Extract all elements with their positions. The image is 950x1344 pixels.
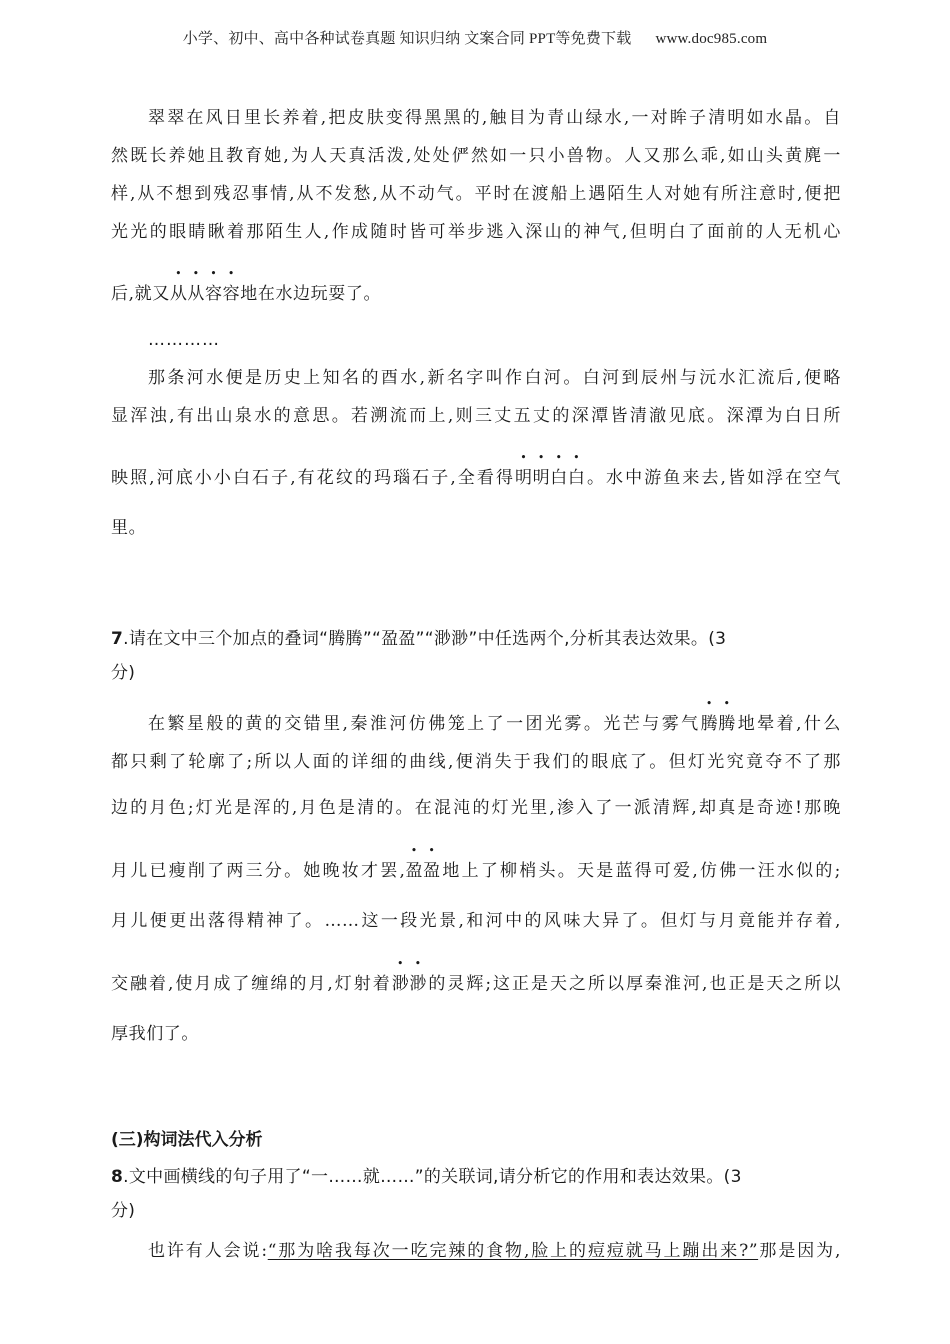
passage2-line4: 里。 (111, 518, 147, 538)
passage2-line3-post: 。水中游鱼来去,皆如浮在空气 (585, 468, 841, 488)
question-8-text: .文中画横线的句子用了“一……就……”的关联词,请分析它的作用和表达效果。(3 (123, 1167, 742, 1187)
dotted-char: 明 (515, 468, 533, 488)
question-number: 7 (111, 629, 124, 649)
question-8-line1 (111, 1160, 841, 1194)
passage3-line4-post: 地上了柳梢头。天是蓝得可爱,仿佛一汪水似的; (440, 861, 841, 881)
question-8 (111, 1160, 841, 1228)
dotted-char: 渺 (409, 974, 427, 994)
dotted-char: 渺 (391, 974, 410, 994)
passage4-line1 (148, 1240, 841, 1262)
question-7 (111, 622, 841, 690)
passage3-line5: 月儿便更出落得精神了。……这一段光景,和河中的风味大异了。但灯与月竟能并存着, (111, 911, 841, 931)
passage2-line1: 那条河水便是历史上知名的酉水,新名字叫作白河。白河到辰州与沅水汇流后,便略 (148, 368, 841, 388)
question-7-line2: 分) (111, 663, 136, 683)
dotted-char: 盈 (405, 861, 424, 881)
dotted-char: 容 (222, 284, 241, 304)
passage1-line4: 光光的眼睛瞅着那陌生人,作成随时皆可举步逃入深山的神气,但明白了面前的人无机心 (111, 222, 841, 242)
dotted-char: 明 (532, 468, 551, 488)
passage4-post: 那是因为, (758, 1241, 842, 1261)
passage1-line5 (111, 283, 841, 305)
question-number: 8 (111, 1167, 124, 1187)
dotted-char: 从 (187, 284, 206, 304)
passage3-line2: 都只剩了轮廓了;所以人面的详细的曲线,便消失于我们的眼底了。但灯光究竟夺不了那 (111, 752, 841, 772)
question-7-line1 (111, 622, 841, 656)
passage1-line3: 样,从不想到残忍事情,从不发愁,从不动气。平时在渡船上遇陌生人对她有所注意时,便把 (111, 184, 841, 204)
dotted-char: 白 (550, 468, 568, 488)
dotted-char: 白 (567, 468, 586, 488)
passage3-line4-pre: 月儿已瘦削了两三分。她晚妆才罢, (111, 861, 406, 881)
dotted-char: 腾 (700, 714, 719, 734)
passage2-line3-pre: 映照,河底小小白石子,有花纹的玛瑙石子,全看得 (111, 468, 516, 488)
passage3-line7: 厚我们了。 (111, 1024, 199, 1044)
page-header (0, 27, 950, 48)
section-title: (三)构词法代入分析 (111, 1130, 263, 1150)
passage3-line6 (111, 973, 841, 995)
passage3-line1-post: 地晕着,什么 (735, 714, 841, 734)
dotted-char: 容 (205, 284, 223, 304)
passage2-line2: 显浑浊,有出山泉水的意思。若溯流而上,则三丈五丈的深潭皆清澈见底。深潭为白日所 (111, 406, 841, 426)
question-8-line2: 分) (111, 1201, 136, 1221)
underlined-sentence: “那为啥我每次一吃完辣的食物,脸上的痘痘就马上蹦出来?” (267, 1241, 759, 1261)
passage3-line1 (148, 713, 841, 735)
passage1-line2: 然既长养她且教育她,为人天真活泼,处处俨然如一只小兽物。人又那么乖,如山头黄麂一 (111, 146, 841, 166)
dotted-char: 从 (169, 284, 188, 304)
ellipsis-separator: ………… (148, 330, 220, 350)
passage3-line3: 边的月色;灯光是浑的,月色是清的。在混沌的灯光里,渗入了一派清辉,却真是奇迹!那晚 (111, 798, 841, 818)
dotted-char: 腾 (718, 714, 736, 734)
passage3-line6-post: 的灵辉;这正是天之所以厚秦淮河,也正是天之所以 (426, 974, 841, 994)
passage1-line1: 翠翠在风日里长养着,把皮肤变得黑黑的,触目为青山绿水,一对眸子清明如水晶。自 (148, 108, 841, 128)
passage3-line6-pre: 交融着,使月成了缠绵的月,灯射着 (111, 974, 392, 994)
passage2-line3 (111, 467, 841, 489)
header-text: 小学、初中、高中各种试卷真题 知识归纳 文案合同 PPT等免费下载 (182, 31, 632, 47)
dotted-char: 盈 (423, 861, 441, 881)
passage4-pre: 也许有人会说: (148, 1241, 268, 1261)
passage3-line4 (111, 860, 841, 882)
passage1-line5-post: 地在水边玩耍了。 (240, 284, 382, 304)
passage3-line1-pre: 在繁星般的黄的交错里,秦淮河仿佛笼上了一团光雾。光芒与雾气 (148, 714, 701, 734)
header-site: www.doc985.com (655, 31, 768, 47)
passage1-line5-pre: 后,就又 (111, 284, 170, 304)
question-7-text: .请在文中三个加点的叠词“腾腾”“盈盈”“渺渺”中任选两个,分析其表达效果。(3 (123, 629, 727, 649)
